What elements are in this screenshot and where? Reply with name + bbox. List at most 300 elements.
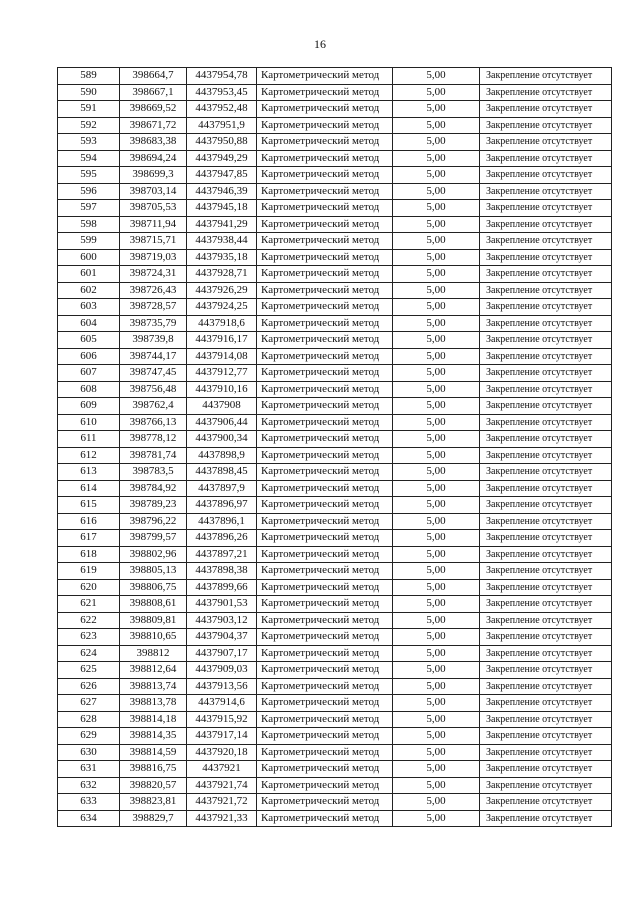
x-coordinate-cell: 398683,38 bbox=[120, 134, 187, 151]
point-number-cell: 627 bbox=[58, 695, 120, 712]
accuracy-cell: 5,00 bbox=[393, 480, 480, 497]
fixation-cell: Закрепление отсутствует bbox=[480, 365, 612, 382]
accuracy-cell: 5,00 bbox=[393, 414, 480, 431]
method-cell: Картометрический метод bbox=[257, 662, 393, 679]
accuracy-cell: 5,00 bbox=[393, 315, 480, 332]
fixation-cell: Закрепление отсутствует bbox=[480, 612, 612, 629]
accuracy-cell: 5,00 bbox=[393, 744, 480, 761]
point-number-cell: 631 bbox=[58, 761, 120, 778]
fixation-cell: Закрепление отсутствует bbox=[480, 68, 612, 85]
point-number-cell: 617 bbox=[58, 530, 120, 547]
method-cell: Картометрический метод bbox=[257, 150, 393, 167]
table-row bbox=[58, 513, 612, 530]
point-number-cell: 624 bbox=[58, 645, 120, 662]
table-row bbox=[58, 365, 612, 382]
table-row bbox=[58, 249, 612, 266]
fixation-cell: Закрепление отсутствует bbox=[480, 398, 612, 415]
x-coordinate-cell: 398783,5 bbox=[120, 464, 187, 481]
fixation-cell: Закрепление отсутствует bbox=[480, 629, 612, 646]
y-coordinate-cell: 4437913,56 bbox=[187, 678, 257, 695]
table-row bbox=[58, 84, 612, 101]
accuracy-cell: 5,00 bbox=[393, 464, 480, 481]
y-coordinate-cell: 4437899,66 bbox=[187, 579, 257, 596]
fixation-cell: Закрепление отсутствует bbox=[480, 414, 612, 431]
table-row bbox=[58, 579, 612, 596]
point-number-cell: 612 bbox=[58, 447, 120, 464]
x-coordinate-cell: 398813,74 bbox=[120, 678, 187, 695]
y-coordinate-cell: 4437920,18 bbox=[187, 744, 257, 761]
table-row bbox=[58, 200, 612, 217]
x-coordinate-cell: 398816,75 bbox=[120, 761, 187, 778]
table-row bbox=[58, 332, 612, 349]
method-cell: Картометрический метод bbox=[257, 200, 393, 217]
accuracy-cell: 5,00 bbox=[393, 101, 480, 118]
fixation-cell: Закрепление отсутствует bbox=[480, 299, 612, 316]
y-coordinate-cell: 4437900,34 bbox=[187, 431, 257, 448]
x-coordinate-cell: 398805,13 bbox=[120, 563, 187, 580]
table-row bbox=[58, 810, 612, 827]
fixation-cell: Закрепление отсутствует bbox=[480, 348, 612, 365]
table-row bbox=[58, 381, 612, 398]
x-coordinate-cell: 398812 bbox=[120, 645, 187, 662]
table-row bbox=[58, 497, 612, 514]
table-row bbox=[58, 183, 612, 200]
fixation-cell: Закрепление отсутствует bbox=[480, 480, 612, 497]
table-row bbox=[58, 348, 612, 365]
fixation-cell: Закрепление отсутствует bbox=[480, 381, 612, 398]
fixation-cell: Закрепление отсутствует bbox=[480, 464, 612, 481]
point-number-cell: 634 bbox=[58, 810, 120, 827]
y-coordinate-cell: 4437921,72 bbox=[187, 794, 257, 811]
method-cell: Картометрический метод bbox=[257, 299, 393, 316]
x-coordinate-cell: 398711,94 bbox=[120, 216, 187, 233]
table-row bbox=[58, 794, 612, 811]
coordinates-table bbox=[57, 67, 612, 827]
table-row bbox=[58, 761, 612, 778]
accuracy-cell: 5,00 bbox=[393, 447, 480, 464]
accuracy-cell: 5,00 bbox=[393, 546, 480, 563]
method-cell: Картометрический метод bbox=[257, 810, 393, 827]
table-row bbox=[58, 695, 612, 712]
method-cell: Картометрический метод bbox=[257, 134, 393, 151]
method-cell: Картометрический метод bbox=[257, 381, 393, 398]
accuracy-cell: 5,00 bbox=[393, 728, 480, 745]
fixation-cell: Закрепление отсутствует bbox=[480, 117, 612, 134]
x-coordinate-cell: 398739,8 bbox=[120, 332, 187, 349]
method-cell: Картометрический метод bbox=[257, 794, 393, 811]
accuracy-cell: 5,00 bbox=[393, 431, 480, 448]
point-number-cell: 599 bbox=[58, 233, 120, 250]
point-number-cell: 604 bbox=[58, 315, 120, 332]
table-row bbox=[58, 150, 612, 167]
accuracy-cell: 5,00 bbox=[393, 216, 480, 233]
accuracy-cell: 5,00 bbox=[393, 117, 480, 134]
y-coordinate-cell: 4437935,18 bbox=[187, 249, 257, 266]
x-coordinate-cell: 398820,57 bbox=[120, 777, 187, 794]
point-number-cell: 611 bbox=[58, 431, 120, 448]
point-number-cell: 618 bbox=[58, 546, 120, 563]
point-number-cell: 594 bbox=[58, 150, 120, 167]
accuracy-cell: 5,00 bbox=[393, 563, 480, 580]
point-number-cell: 626 bbox=[58, 678, 120, 695]
method-cell: Картометрический метод bbox=[257, 761, 393, 778]
fixation-cell: Закрепление отсутствует bbox=[480, 530, 612, 547]
method-cell: Картометрический метод bbox=[257, 596, 393, 613]
fixation-cell: Закрепление отсутствует bbox=[480, 645, 612, 662]
x-coordinate-cell: 398756,48 bbox=[120, 381, 187, 398]
method-cell: Картометрический метод bbox=[257, 315, 393, 332]
y-coordinate-cell: 4437921,74 bbox=[187, 777, 257, 794]
accuracy-cell: 5,00 bbox=[393, 777, 480, 794]
point-number-cell: 619 bbox=[58, 563, 120, 580]
accuracy-cell: 5,00 bbox=[393, 678, 480, 695]
x-coordinate-cell: 398809,81 bbox=[120, 612, 187, 629]
fixation-cell: Закрепление отсутствует bbox=[480, 84, 612, 101]
fixation-cell: Закрепление отсутствует bbox=[480, 200, 612, 217]
point-number-cell: 595 bbox=[58, 167, 120, 184]
x-coordinate-cell: 398814,18 bbox=[120, 711, 187, 728]
table-row bbox=[58, 596, 612, 613]
y-coordinate-cell: 4437945,18 bbox=[187, 200, 257, 217]
y-coordinate-cell: 4437918,6 bbox=[187, 315, 257, 332]
fixation-cell: Закрепление отсутствует bbox=[480, 579, 612, 596]
point-number-cell: 600 bbox=[58, 249, 120, 266]
table-row bbox=[58, 530, 612, 547]
y-coordinate-cell: 4437915,92 bbox=[187, 711, 257, 728]
y-coordinate-cell: 4437896,1 bbox=[187, 513, 257, 530]
x-coordinate-cell: 398762,4 bbox=[120, 398, 187, 415]
x-coordinate-cell: 398823,81 bbox=[120, 794, 187, 811]
table-row bbox=[58, 101, 612, 118]
accuracy-cell: 5,00 bbox=[393, 810, 480, 827]
fixation-cell: Закрепление отсутствует bbox=[480, 777, 612, 794]
x-coordinate-cell: 398747,45 bbox=[120, 365, 187, 382]
method-cell: Картометрический метод bbox=[257, 695, 393, 712]
fixation-cell: Закрепление отсутствует bbox=[480, 216, 612, 233]
fixation-cell: Закрепление отсутствует bbox=[480, 711, 612, 728]
x-coordinate-cell: 398766,13 bbox=[120, 414, 187, 431]
y-coordinate-cell: 4437914,08 bbox=[187, 348, 257, 365]
fixation-cell: Закрепление отсутствует bbox=[480, 546, 612, 563]
method-cell: Картометрический метод bbox=[257, 216, 393, 233]
y-coordinate-cell: 4437917,14 bbox=[187, 728, 257, 745]
y-coordinate-cell: 4437947,85 bbox=[187, 167, 257, 184]
point-number-cell: 610 bbox=[58, 414, 120, 431]
x-coordinate-cell: 398784,92 bbox=[120, 480, 187, 497]
method-cell: Картометрический метод bbox=[257, 348, 393, 365]
accuracy-cell: 5,00 bbox=[393, 150, 480, 167]
method-cell: Картометрический метод bbox=[257, 612, 393, 629]
table-row bbox=[58, 744, 612, 761]
accuracy-cell: 5,00 bbox=[393, 299, 480, 316]
table-row bbox=[58, 645, 612, 662]
point-number-cell: 596 bbox=[58, 183, 120, 200]
table-row bbox=[58, 728, 612, 745]
point-number-cell: 591 bbox=[58, 101, 120, 118]
point-number-cell: 593 bbox=[58, 134, 120, 151]
table-row bbox=[58, 546, 612, 563]
point-number-cell: 597 bbox=[58, 200, 120, 217]
method-cell: Картометрический метод bbox=[257, 530, 393, 547]
y-coordinate-cell: 4437910,16 bbox=[187, 381, 257, 398]
x-coordinate-cell: 398808,61 bbox=[120, 596, 187, 613]
x-coordinate-cell: 398802,96 bbox=[120, 546, 187, 563]
method-cell: Картометрический метод bbox=[257, 563, 393, 580]
point-number-cell: 602 bbox=[58, 282, 120, 299]
table-row bbox=[58, 299, 612, 316]
fixation-cell: Закрепление отсутствует bbox=[480, 332, 612, 349]
fixation-cell: Закрепление отсутствует bbox=[480, 447, 612, 464]
method-cell: Картометрический метод bbox=[257, 398, 393, 415]
method-cell: Картометрический метод bbox=[257, 332, 393, 349]
method-cell: Картометрический метод bbox=[257, 266, 393, 283]
y-coordinate-cell: 4437907,17 bbox=[187, 645, 257, 662]
method-cell: Картометрический метод bbox=[257, 480, 393, 497]
table-row bbox=[58, 216, 612, 233]
accuracy-cell: 5,00 bbox=[393, 398, 480, 415]
table-row bbox=[58, 134, 612, 151]
method-cell: Картометрический метод bbox=[257, 68, 393, 85]
x-coordinate-cell: 398705,53 bbox=[120, 200, 187, 217]
method-cell: Картометрический метод bbox=[257, 431, 393, 448]
accuracy-cell: 5,00 bbox=[393, 134, 480, 151]
x-coordinate-cell: 398735,79 bbox=[120, 315, 187, 332]
fixation-cell: Закрепление отсутствует bbox=[480, 810, 612, 827]
x-coordinate-cell: 398724,31 bbox=[120, 266, 187, 283]
table-row bbox=[58, 678, 612, 695]
table-row bbox=[58, 480, 612, 497]
fixation-cell: Закрепление отсутствует bbox=[480, 728, 612, 745]
fixation-cell: Закрепление отсутствует bbox=[480, 497, 612, 514]
fixation-cell: Закрепление отсутствует bbox=[480, 282, 612, 299]
fixation-cell: Закрепление отсутствует bbox=[480, 431, 612, 448]
y-coordinate-cell: 4437916,17 bbox=[187, 332, 257, 349]
x-coordinate-cell: 398728,57 bbox=[120, 299, 187, 316]
fixation-cell: Закрепление отсутствует bbox=[480, 249, 612, 266]
fixation-cell: Закрепление отсутствует bbox=[480, 167, 612, 184]
coordinates-table-body bbox=[58, 68, 612, 827]
y-coordinate-cell: 4437941,29 bbox=[187, 216, 257, 233]
point-number-cell: 607 bbox=[58, 365, 120, 382]
method-cell: Картометрический метод bbox=[257, 249, 393, 266]
x-coordinate-cell: 398778,12 bbox=[120, 431, 187, 448]
table-row bbox=[58, 117, 612, 134]
point-number-cell: 609 bbox=[58, 398, 120, 415]
accuracy-cell: 5,00 bbox=[393, 612, 480, 629]
y-coordinate-cell: 4437952,48 bbox=[187, 101, 257, 118]
point-number-cell: 606 bbox=[58, 348, 120, 365]
y-coordinate-cell: 4437954,78 bbox=[187, 68, 257, 85]
y-coordinate-cell: 4437906,44 bbox=[187, 414, 257, 431]
table-row bbox=[58, 398, 612, 415]
y-coordinate-cell: 4437921,33 bbox=[187, 810, 257, 827]
point-number-cell: 603 bbox=[58, 299, 120, 316]
accuracy-cell: 5,00 bbox=[393, 68, 480, 85]
accuracy-cell: 5,00 bbox=[393, 332, 480, 349]
x-coordinate-cell: 398671,72 bbox=[120, 117, 187, 134]
method-cell: Картометрический метод bbox=[257, 447, 393, 464]
table-row bbox=[58, 447, 612, 464]
table-row bbox=[58, 315, 612, 332]
page-number: 16 bbox=[314, 37, 326, 51]
table-row bbox=[58, 414, 612, 431]
method-cell: Картометрический метод bbox=[257, 629, 393, 646]
fixation-cell: Закрепление отсутствует bbox=[480, 101, 612, 118]
method-cell: Картометрический метод bbox=[257, 167, 393, 184]
point-number-cell: 621 bbox=[58, 596, 120, 613]
x-coordinate-cell: 398726,43 bbox=[120, 282, 187, 299]
table-row bbox=[58, 777, 612, 794]
accuracy-cell: 5,00 bbox=[393, 233, 480, 250]
y-coordinate-cell: 4437904,37 bbox=[187, 629, 257, 646]
accuracy-cell: 5,00 bbox=[393, 497, 480, 514]
x-coordinate-cell: 398699,3 bbox=[120, 167, 187, 184]
point-number-cell: 589 bbox=[58, 68, 120, 85]
method-cell: Картометрический метод bbox=[257, 233, 393, 250]
y-coordinate-cell: 4437946,39 bbox=[187, 183, 257, 200]
method-cell: Картометрический метод bbox=[257, 513, 393, 530]
point-number-cell: 605 bbox=[58, 332, 120, 349]
y-coordinate-cell: 4437896,97 bbox=[187, 497, 257, 514]
x-coordinate-cell: 398664,7 bbox=[120, 68, 187, 85]
point-number-cell: 632 bbox=[58, 777, 120, 794]
accuracy-cell: 5,00 bbox=[393, 167, 480, 184]
y-coordinate-cell: 4437898,9 bbox=[187, 447, 257, 464]
y-coordinate-cell: 4437896,26 bbox=[187, 530, 257, 547]
point-number-cell: 598 bbox=[58, 216, 120, 233]
accuracy-cell: 5,00 bbox=[393, 629, 480, 646]
y-coordinate-cell: 4437898,38 bbox=[187, 563, 257, 580]
x-coordinate-cell: 398781,74 bbox=[120, 447, 187, 464]
point-number-cell: 615 bbox=[58, 497, 120, 514]
point-number-cell: 622 bbox=[58, 612, 120, 629]
y-coordinate-cell: 4437921 bbox=[187, 761, 257, 778]
table-row bbox=[58, 464, 612, 481]
y-coordinate-cell: 4437949,29 bbox=[187, 150, 257, 167]
method-cell: Картометрический метод bbox=[257, 414, 393, 431]
fixation-cell: Закрепление отсутствует bbox=[480, 513, 612, 530]
y-coordinate-cell: 4437924,25 bbox=[187, 299, 257, 316]
table-row bbox=[58, 282, 612, 299]
accuracy-cell: 5,00 bbox=[393, 249, 480, 266]
accuracy-cell: 5,00 bbox=[393, 695, 480, 712]
accuracy-cell: 5,00 bbox=[393, 84, 480, 101]
method-cell: Картометрический метод bbox=[257, 497, 393, 514]
point-number-cell: 601 bbox=[58, 266, 120, 283]
method-cell: Картометрический метод bbox=[257, 282, 393, 299]
method-cell: Картометрический метод bbox=[257, 365, 393, 382]
x-coordinate-cell: 398669,52 bbox=[120, 101, 187, 118]
fixation-cell: Закрепление отсутствует bbox=[480, 183, 612, 200]
table-row bbox=[58, 711, 612, 728]
x-coordinate-cell: 398806,75 bbox=[120, 579, 187, 596]
point-number-cell: 620 bbox=[58, 579, 120, 596]
fixation-cell: Закрепление отсутствует bbox=[480, 695, 612, 712]
accuracy-cell: 5,00 bbox=[393, 579, 480, 596]
table-row bbox=[58, 662, 612, 679]
x-coordinate-cell: 398814,59 bbox=[120, 744, 187, 761]
fixation-cell: Закрепление отсутствует bbox=[480, 315, 612, 332]
fixation-cell: Закрепление отсутствует bbox=[480, 266, 612, 283]
table-row bbox=[58, 233, 612, 250]
method-cell: Картометрический метод bbox=[257, 117, 393, 134]
method-cell: Картометрический метод bbox=[257, 579, 393, 596]
point-number-cell: 614 bbox=[58, 480, 120, 497]
fixation-cell: Закрепление отсутствует bbox=[480, 744, 612, 761]
x-coordinate-cell: 398829,7 bbox=[120, 810, 187, 827]
y-coordinate-cell: 4437950,88 bbox=[187, 134, 257, 151]
fixation-cell: Закрепление отсутствует bbox=[480, 678, 612, 695]
method-cell: Картометрический метод bbox=[257, 645, 393, 662]
y-coordinate-cell: 4437928,71 bbox=[187, 266, 257, 283]
y-coordinate-cell: 4437938,44 bbox=[187, 233, 257, 250]
fixation-cell: Закрепление отсутствует bbox=[480, 596, 612, 613]
x-coordinate-cell: 398694,24 bbox=[120, 150, 187, 167]
method-cell: Картометрический метод bbox=[257, 101, 393, 118]
method-cell: Картометрический метод bbox=[257, 678, 393, 695]
point-number-cell: 613 bbox=[58, 464, 120, 481]
point-number-cell: 616 bbox=[58, 513, 120, 530]
x-coordinate-cell: 398789,23 bbox=[120, 497, 187, 514]
x-coordinate-cell: 398799,57 bbox=[120, 530, 187, 547]
fixation-cell: Закрепление отсутствует bbox=[480, 662, 612, 679]
accuracy-cell: 5,00 bbox=[393, 794, 480, 811]
y-coordinate-cell: 4437897,21 bbox=[187, 546, 257, 563]
fixation-cell: Закрепление отсутствует bbox=[480, 563, 612, 580]
accuracy-cell: 5,00 bbox=[393, 200, 480, 217]
accuracy-cell: 5,00 bbox=[393, 183, 480, 200]
y-coordinate-cell: 4437912,77 bbox=[187, 365, 257, 382]
fixation-cell: Закрепление отсутствует bbox=[480, 761, 612, 778]
table-row bbox=[58, 563, 612, 580]
y-coordinate-cell: 4437909,03 bbox=[187, 662, 257, 679]
fixation-cell: Закрепление отсутствует bbox=[480, 150, 612, 167]
x-coordinate-cell: 398719,03 bbox=[120, 249, 187, 266]
x-coordinate-cell: 398715,71 bbox=[120, 233, 187, 250]
accuracy-cell: 5,00 bbox=[393, 365, 480, 382]
x-coordinate-cell: 398744,17 bbox=[120, 348, 187, 365]
y-coordinate-cell: 4437908 bbox=[187, 398, 257, 415]
point-number-cell: 628 bbox=[58, 711, 120, 728]
y-coordinate-cell: 4437901,53 bbox=[187, 596, 257, 613]
point-number-cell: 590 bbox=[58, 84, 120, 101]
method-cell: Картометрический метод bbox=[257, 744, 393, 761]
x-coordinate-cell: 398703,14 bbox=[120, 183, 187, 200]
method-cell: Картометрический метод bbox=[257, 464, 393, 481]
method-cell: Картометрический метод bbox=[257, 728, 393, 745]
accuracy-cell: 5,00 bbox=[393, 266, 480, 283]
table-row bbox=[58, 68, 612, 85]
accuracy-cell: 5,00 bbox=[393, 348, 480, 365]
point-number-cell: 608 bbox=[58, 381, 120, 398]
accuracy-cell: 5,00 bbox=[393, 530, 480, 547]
method-cell: Картометрический метод bbox=[257, 711, 393, 728]
x-coordinate-cell: 398812,64 bbox=[120, 662, 187, 679]
method-cell: Картометрический метод bbox=[257, 183, 393, 200]
point-number-cell: 623 bbox=[58, 629, 120, 646]
accuracy-cell: 5,00 bbox=[393, 381, 480, 398]
y-coordinate-cell: 4437914,6 bbox=[187, 695, 257, 712]
x-coordinate-cell: 398814,35 bbox=[120, 728, 187, 745]
accuracy-cell: 5,00 bbox=[393, 645, 480, 662]
accuracy-cell: 5,00 bbox=[393, 662, 480, 679]
x-coordinate-cell: 398810,65 bbox=[120, 629, 187, 646]
method-cell: Картометрический метод bbox=[257, 777, 393, 794]
x-coordinate-cell: 398667,1 bbox=[120, 84, 187, 101]
table-row bbox=[58, 167, 612, 184]
point-number-cell: 592 bbox=[58, 117, 120, 134]
y-coordinate-cell: 4437897,9 bbox=[187, 480, 257, 497]
